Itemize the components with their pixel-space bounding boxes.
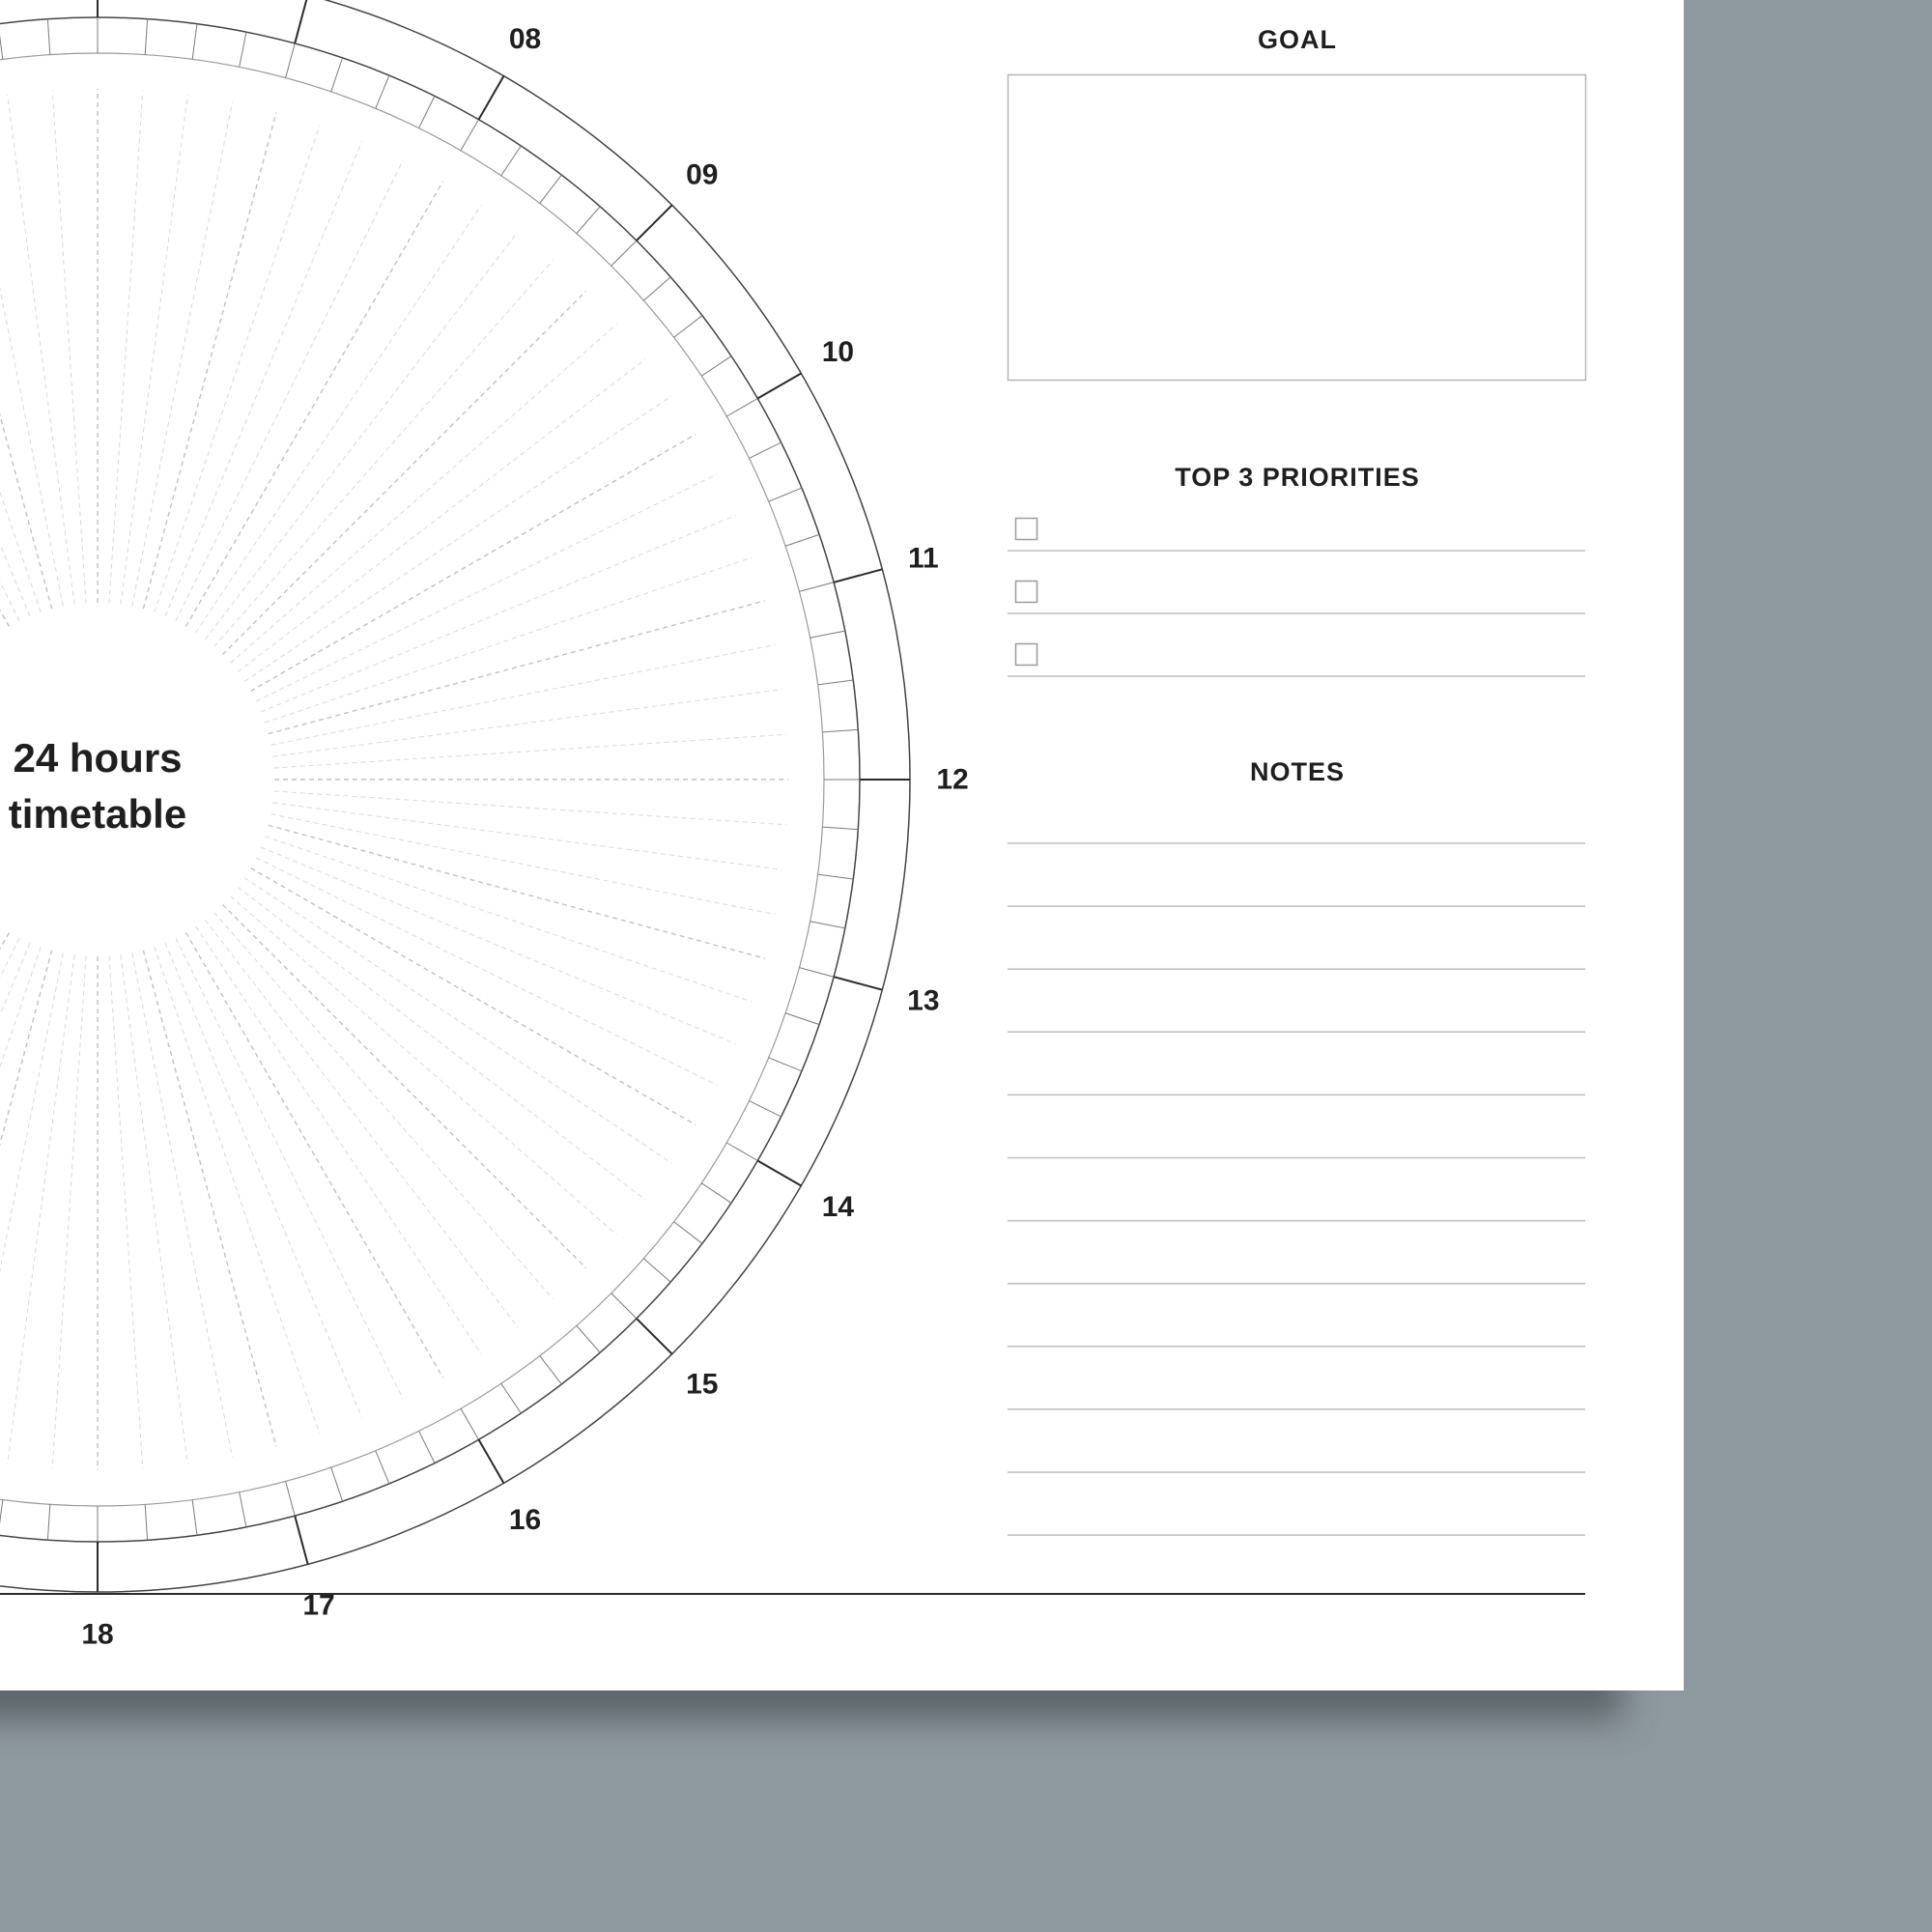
hour-label: 13 xyxy=(907,984,940,1017)
hour-tick xyxy=(295,1516,307,1564)
slot-spoke xyxy=(186,932,443,1378)
notes-lines xyxy=(1008,843,1585,1535)
slot-spoke xyxy=(270,645,775,746)
hour-label: 15 xyxy=(686,1368,719,1401)
slot-tick xyxy=(145,19,147,55)
slot-tick xyxy=(785,1013,819,1025)
slot-tick xyxy=(701,356,731,377)
slot-tick xyxy=(611,1293,637,1319)
slot-tick xyxy=(701,1183,731,1204)
slot-tick xyxy=(286,1481,296,1516)
slot-spoke xyxy=(274,734,787,768)
slot-spoke xyxy=(165,943,362,1418)
slot-tick xyxy=(810,631,845,638)
hour-tick xyxy=(757,1161,801,1186)
slot-spoke xyxy=(272,803,781,869)
slot-tick xyxy=(799,582,834,592)
priorities-heading: TOP 3 PRIORITIES xyxy=(1175,463,1420,492)
slot-tick xyxy=(331,58,343,92)
priority-checkbox[interactable] xyxy=(1016,582,1037,603)
slot-spoke xyxy=(222,291,585,654)
timetable-title-line-1: 24 hours xyxy=(13,735,183,781)
slot-tick xyxy=(643,277,670,300)
slot-spoke xyxy=(238,887,645,1200)
slot-spoke xyxy=(186,182,443,627)
hour-label: 08 xyxy=(508,23,542,56)
slot-spoke xyxy=(132,952,233,1457)
slot-spoke xyxy=(256,474,717,701)
priority-checkbox[interactable] xyxy=(1016,644,1037,666)
slot-tick xyxy=(0,24,3,60)
slot-spoke xyxy=(0,947,41,1434)
slot-tick xyxy=(810,922,845,928)
slot-tick xyxy=(501,1383,522,1413)
slot-spoke xyxy=(205,232,518,639)
slot-tick xyxy=(461,1408,479,1439)
slot-spoke xyxy=(109,91,143,604)
slot-tick xyxy=(47,19,49,55)
hour-label: 09 xyxy=(686,158,719,191)
slot-spoke xyxy=(265,837,752,1002)
hour-label: 17 xyxy=(302,1589,335,1622)
slot-spoke xyxy=(0,126,41,612)
slot-tick xyxy=(145,1504,147,1540)
slot-spoke xyxy=(109,956,143,1469)
slot-tick xyxy=(822,729,858,731)
slot-tick xyxy=(769,1058,802,1071)
slot-tick xyxy=(501,146,522,176)
slot-spoke xyxy=(261,847,736,1044)
hour-label: 14 xyxy=(821,1191,855,1223)
slot-spoke xyxy=(238,359,645,672)
slot-tick xyxy=(331,1467,343,1501)
slot-spoke xyxy=(0,951,52,1447)
slot-tick xyxy=(818,680,854,685)
slot-spoke xyxy=(121,95,187,604)
slot-spoke xyxy=(269,601,765,734)
priorities-list xyxy=(1008,519,1585,677)
slot-tick xyxy=(749,442,781,458)
hour-tick xyxy=(295,0,307,43)
hour-tick xyxy=(637,205,672,241)
slot-tick xyxy=(419,1431,435,1463)
slot-tick xyxy=(822,827,858,829)
slot-tick xyxy=(540,175,562,203)
slot-spoke xyxy=(256,858,717,1085)
slot-spoke xyxy=(8,95,74,604)
goal-box[interactable] xyxy=(1009,75,1586,381)
slot-tick xyxy=(818,874,854,879)
slot-tick xyxy=(376,1451,389,1484)
slot-spoke xyxy=(0,943,30,1418)
sidebar xyxy=(1008,25,1586,1535)
slot-tick xyxy=(419,96,435,128)
slot-tick xyxy=(749,1101,781,1117)
slot-spoke xyxy=(8,954,74,1463)
slot-spoke xyxy=(261,515,736,712)
slot-tick xyxy=(376,75,389,108)
slot-tick xyxy=(240,1492,246,1527)
slot-tick xyxy=(611,241,637,266)
slot-spoke xyxy=(155,947,320,1434)
slot-tick xyxy=(192,24,197,60)
slot-spoke xyxy=(52,91,86,604)
hour-label: 18 xyxy=(81,1618,114,1651)
slot-spoke xyxy=(205,920,518,1327)
hour-tick xyxy=(479,1439,504,1483)
slot-spoke xyxy=(176,938,403,1399)
slot-tick xyxy=(540,1356,562,1384)
slot-spoke xyxy=(272,690,781,756)
goal-heading: GOAL xyxy=(1258,25,1337,54)
hour-tick xyxy=(757,374,801,399)
notes-heading: NOTES xyxy=(1249,757,1346,786)
hour-label: 11 xyxy=(907,542,939,575)
slot-tick xyxy=(461,120,479,151)
slot-spoke xyxy=(269,825,765,958)
slot-tick xyxy=(240,32,246,67)
slot-tick xyxy=(674,316,702,338)
slot-spoke xyxy=(274,791,787,825)
slot-tick xyxy=(47,1504,49,1540)
slot-tick xyxy=(0,1500,3,1536)
priority-checkbox[interactable] xyxy=(1016,519,1037,540)
slot-spoke xyxy=(250,868,696,1125)
slot-tick xyxy=(726,399,757,417)
hour-tick xyxy=(637,1319,672,1354)
timetable-clock xyxy=(0,0,969,1651)
hour-label: 10 xyxy=(821,336,855,368)
slot-spoke xyxy=(222,904,585,1267)
slot-tick xyxy=(799,968,834,978)
slot-spoke xyxy=(143,951,276,1447)
slot-spoke xyxy=(0,141,30,616)
slot-spoke xyxy=(176,160,403,621)
slot-spoke xyxy=(0,932,10,1378)
slot-spoke xyxy=(265,557,752,723)
slot-spoke xyxy=(250,435,696,692)
slot-spoke xyxy=(52,956,86,1469)
slot-spoke xyxy=(0,182,10,627)
slot-spoke xyxy=(132,102,233,607)
slot-tick xyxy=(769,488,802,501)
slot-tick xyxy=(577,1325,600,1352)
slot-tick xyxy=(643,1259,670,1282)
slot-spoke xyxy=(165,141,362,616)
hour-label: 16 xyxy=(508,1503,542,1536)
slot-spoke xyxy=(0,112,52,609)
slot-spoke xyxy=(270,814,775,915)
slot-tick xyxy=(726,1143,757,1161)
slot-tick xyxy=(577,207,600,234)
slot-tick xyxy=(674,1222,702,1244)
slot-tick xyxy=(785,534,819,546)
slot-tick xyxy=(192,1500,197,1536)
slot-tick xyxy=(286,43,296,78)
slot-spoke xyxy=(121,954,187,1463)
timetable-title-line-2: timetable xyxy=(8,791,187,837)
slot-spoke xyxy=(155,126,320,612)
slot-spoke xyxy=(143,112,276,609)
hour-tick xyxy=(834,977,882,989)
hour-tick xyxy=(834,569,882,582)
hour-label: 12 xyxy=(936,763,969,796)
hour-tick xyxy=(479,76,504,120)
